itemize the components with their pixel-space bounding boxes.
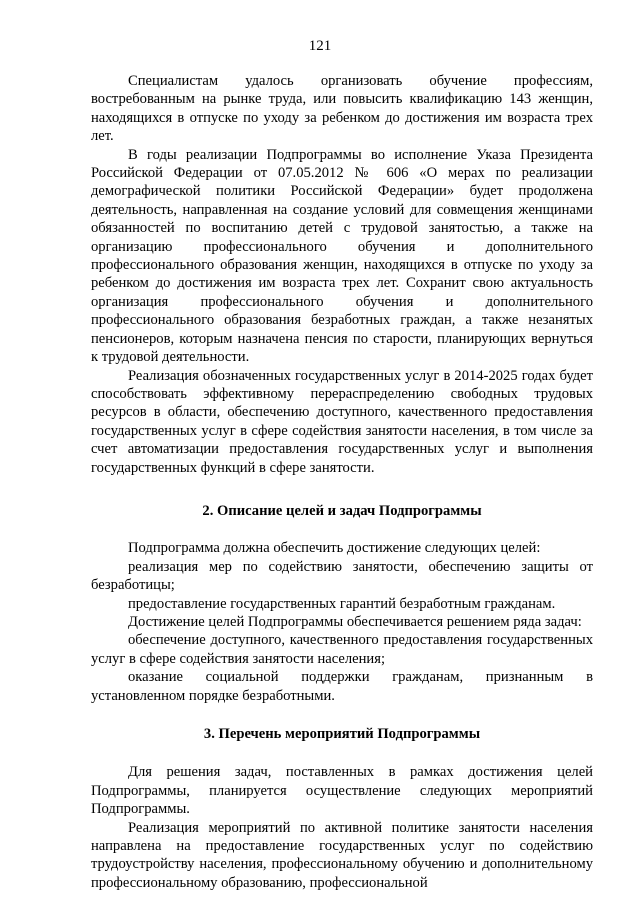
paragraph: реализация мер по содействию занятости, обеспечению защиты от безработицы; [91, 558, 593, 594]
section-3-heading: 3. Перечень мероприятий Подпрограммы [203, 726, 481, 742]
page-body [91, 72, 593, 892]
paragraph: Специалистам удалось организовать обучение профессиям, востребованным на рынке труда, или повысить квалификацию 143 женщин, находящихся в отпуске по уходу за ребенком до достижения им возраста трех лет. [91, 73, 593, 145]
paragraph: предоставление государственных гарантий безработным гражданам. [128, 595, 556, 612]
paragraph: Реализация мероприятий по активной политике занятости населения направлена на предоставление государственных услуг по содействию трудоустройству населения, профессиональному обучению и дополнительному профессиональному образованию, профессиональной [91, 819, 593, 891]
paragraph: обеспечение доступного, качественного предоставления государственных услуг в сфере содействия занятости населения; [91, 632, 593, 667]
paragraph: Для решения задач, поставленных в рамках достижения целей Подпрограммы, планируется осуществление следующих мероприятий Подпрограммы. [91, 764, 593, 818]
paragraph: оказание социальной поддержки гражданам, признанным в установленном порядке безработными. [91, 669, 593, 704]
page-number: 121 [308, 38, 332, 54]
paragraph: Достижение целей Подпрограммы обеспечивается решением ряда задач: [128, 613, 582, 630]
paragraph: Подпрограмма должна обеспечить достижение следующих целей: [128, 540, 541, 557]
section-2-heading: 2. Описание целей и задач Подпрограммы [202, 502, 482, 519]
paragraph: Реализация обозначенных государственных услуг в 2014-2025 годах будет способствовать эффективному перераспределению свободных трудовых ресурсов в области, обеспечению доступного, качественного предоставления государственных услуг в сфере содействия занятости населения, в том числе за счет автоматизации предоставления государственных услуг и выполнения государственных функций в сфере занятости. [91, 367, 593, 476]
paragraph: В годы реализации Подпрограммы во исполнение Указа Президента Российской Федерации от 07.05.2012 № 606 «О мерах по реализации демографической политики Российской Федерации» будет продолжена деятельность, направленная на создание условий для совмещения женщинами обязанностей по воспитанию детей с трудовой занятостью, а также на организацию профессионального обучения и дополнительного профессионального образования женщин, находящихся в отпуске по уходу за ребенком до достижения им возраста трех лет. Сохранит свою актуальность организация профессионального обучения и дополнительного профессионального образования безработных граждан, а также незанятых пенсионеров, которым назначена пенсия по старости, планирующих вернуться к трудовой деятельности. [91, 146, 593, 366]
